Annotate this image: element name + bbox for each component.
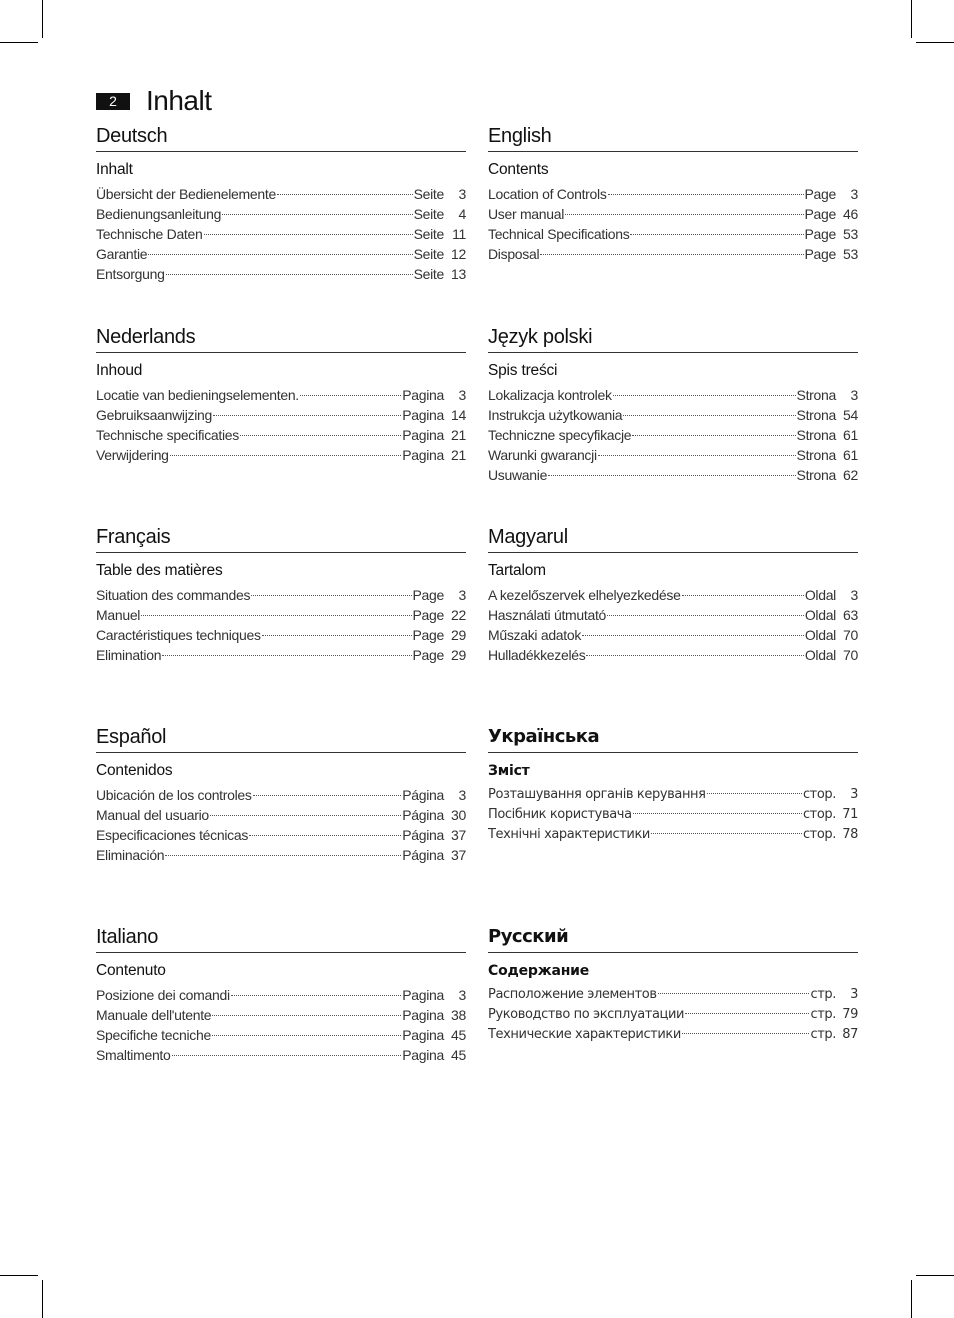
toc-entry-title: Технические характеристики (488, 1027, 681, 1042)
toc-entry-title: Hulladékkezelés (488, 647, 586, 663)
toc-section-espanol (96, 725, 466, 865)
toc-entry (488, 825, 858, 845)
toc-entry (488, 645, 858, 665)
toc-entry (96, 244, 466, 264)
toc-entry (488, 785, 858, 805)
toc-entry-page-label: стр. (810, 1027, 836, 1042)
toc-entry-page-label: Page (804, 186, 836, 202)
dot-leader (707, 793, 802, 794)
toc-entry-page-number: 3 (850, 587, 858, 603)
toc-entry-page-number: 14 (451, 407, 466, 423)
toc-entry-title: Übersicht der Bedienelemente (96, 186, 276, 202)
dot-leader (277, 194, 413, 195)
toc-entry-page-number: 21 (451, 427, 466, 443)
dot-leader (682, 595, 804, 596)
toc-entry-page-label: Página (402, 787, 444, 803)
toc-entry (96, 825, 466, 845)
section-subheading: Contenuto (96, 962, 166, 979)
toc-entry-page-label: Strona (796, 407, 836, 423)
toc-entry-page-number: 63 (843, 607, 858, 623)
section-language-heading: Język polski (488, 325, 858, 353)
dot-leader (633, 813, 802, 814)
dot-leader (630, 234, 803, 235)
toc-entry-title: Elimination (96, 647, 162, 663)
toc-entry (488, 625, 858, 645)
dot-leader (623, 415, 795, 416)
toc-entry-title: Warunki gwarancji (488, 447, 597, 463)
toc-entry-title: Entsorgung (96, 266, 165, 282)
section-subheading: Spis treści (488, 362, 558, 379)
toc-entry-page-label: Page (804, 246, 836, 262)
toc-entry-title: Posizione dei comandi (96, 987, 230, 1003)
section-subheading: Inhoud (96, 362, 143, 379)
toc-entry-page-number: 62 (843, 467, 858, 483)
toc-entry-page-number: 3 (850, 987, 858, 1002)
section-language-heading: Français (96, 525, 466, 553)
toc-entry (488, 585, 858, 605)
toc-entry-page-label: Pagina (402, 427, 444, 443)
toc-entry-page-number: 61 (843, 427, 858, 443)
toc-entry-page-number: 37 (451, 847, 466, 863)
toc-entry-title: Lokalizacja kontrolek (488, 387, 612, 403)
dot-leader (658, 993, 810, 994)
toc-entry-title: Посібник користувача (488, 807, 632, 822)
toc-entry-title: Usuwanie (488, 467, 548, 483)
toc-entry-title: Manuale dell'utente (96, 1007, 212, 1023)
toc-entry-page-number: 3 (458, 787, 466, 803)
dot-leader (607, 615, 804, 616)
toc-entry-title: Розташування органів керування (488, 787, 706, 802)
section-subheading: Contents (488, 161, 549, 178)
toc-entry (96, 785, 466, 805)
toc-entry-title: Especificaciones técnicas (96, 827, 249, 843)
toc-entry-title: Instrukcja użytkowania (488, 407, 623, 423)
toc-entry (488, 204, 858, 224)
toc-entry-page-label: Seite (413, 266, 444, 282)
crop-mark (0, 42, 38, 43)
toc-entry-page-label: Strona (796, 447, 836, 463)
dot-leader (253, 795, 402, 796)
dot-leader (251, 595, 411, 596)
toc-entry-page-label: Pagina (402, 1007, 444, 1023)
toc-entry-page-number: 22 (451, 607, 466, 623)
toc-entry-title: Руководство по эксплуатации (488, 1007, 685, 1022)
toc-entry-page-label: стор. (802, 807, 836, 822)
toc-entry-page-label: Pagina (402, 387, 444, 403)
toc-entry-title: Techniczne specyfikacje (488, 427, 632, 443)
toc-entry (96, 405, 466, 425)
toc-entry-page-label: стр. (810, 987, 836, 1002)
toc-entry-page-number: 13 (451, 266, 466, 282)
toc-entry (488, 184, 858, 204)
toc-section-italiano (96, 925, 466, 1065)
dot-leader (613, 395, 796, 396)
toc-entry-title: Location of Controls (488, 186, 607, 202)
toc-entry-page-number: 46 (843, 206, 858, 222)
section-subheading: Зміст (488, 763, 530, 779)
dot-leader (222, 214, 412, 215)
toc-entry-title: Garantie (96, 246, 148, 262)
toc-entry-page-label: Strona (796, 427, 836, 443)
toc-entry-page-label: стр. (810, 1007, 836, 1022)
toc-section-russian (488, 925, 858, 1045)
toc-section-magyarul (488, 525, 858, 665)
toc-entry (488, 425, 858, 445)
toc-entry-page-label: стор. (802, 787, 836, 802)
toc-entry (488, 465, 858, 485)
toc-entry-page-label: Pagina (402, 407, 444, 423)
toc-entry (96, 445, 466, 465)
toc-entry-page-label: Página (402, 807, 444, 823)
toc-entry-page-label: Pagina (402, 1047, 444, 1063)
toc-entry (488, 244, 858, 264)
toc-entry-page-number: 78 (842, 827, 858, 842)
section-language-heading: Українська (488, 725, 858, 753)
crop-mark (0, 1275, 38, 1276)
dot-leader (262, 635, 412, 636)
dot-leader (598, 455, 796, 456)
section-language-heading: Italiano (96, 925, 466, 953)
toc-entry-title: Eliminación (96, 847, 165, 863)
toc-entry-page-label: Page (804, 226, 836, 242)
crop-mark (42, 0, 43, 38)
toc-entry-title: Manuel (96, 607, 141, 623)
toc-entry-page-label: Pagina (402, 987, 444, 1003)
toc-entry-title: Műszaki adatok (488, 627, 582, 643)
toc-entry-title: Situation des commandes (96, 587, 251, 603)
dot-leader (540, 254, 803, 255)
toc-entry-page-label: Strona (796, 387, 836, 403)
toc-entry-page-label: Página (402, 847, 444, 863)
dot-leader (608, 194, 804, 195)
toc-entry-page-number: 29 (451, 627, 466, 643)
dot-leader (685, 1013, 809, 1014)
toc-entry-page-number: 3 (458, 987, 466, 1003)
section-subheading: Table des matières (96, 562, 223, 579)
toc-entry-page-number: 37 (451, 827, 466, 843)
toc-entry-page-label: Seite (413, 226, 444, 242)
toc-entry-title: Manual del usuario (96, 807, 209, 823)
toc-entry-page-number: 79 (842, 1007, 858, 1022)
toc-entry-title: Disposal (488, 246, 540, 262)
toc-section-polski (488, 325, 858, 485)
section-language-heading: English (488, 124, 858, 152)
toc-entry-page-label: стор. (802, 827, 836, 842)
dot-leader (172, 1055, 402, 1056)
dot-leader (682, 1033, 810, 1034)
toc-entry-title: Verwijdering (96, 447, 169, 463)
toc-section-ukrainian (488, 725, 858, 845)
toc-entry (96, 1025, 466, 1045)
section-subheading: Contenidos (96, 762, 173, 779)
toc-entry-title: Technische Daten (96, 226, 203, 242)
toc-entry (488, 605, 858, 625)
toc-entry-page-number: 29 (451, 647, 466, 663)
dot-leader (651, 833, 802, 834)
page-title: Inhalt (146, 85, 212, 116)
toc-entry-page-number: 11 (452, 226, 466, 242)
toc-entry-page-number: 3 (850, 387, 858, 403)
toc-entry (96, 1045, 466, 1065)
crop-mark (911, 1280, 912, 1318)
toc-entry-page-number: 38 (451, 1007, 466, 1023)
toc-section-english (488, 124, 858, 264)
toc-entry-title: Specifiche tecniche (96, 1027, 211, 1043)
toc-entry-page-label: Seite (413, 186, 444, 202)
toc-entry-page-number: 3 (458, 186, 466, 202)
section-language-heading: Deutsch (96, 124, 466, 152)
toc-entry-page-number: 21 (451, 447, 466, 463)
section-subheading: Tartalom (488, 562, 546, 579)
toc-entry-page-label: Page (412, 627, 444, 643)
toc-entry-page-number: 87 (842, 1027, 858, 1042)
toc-entry-title: Ubicación de los controles (96, 787, 252, 803)
toc-entry-page-number: 53 (843, 246, 858, 262)
toc-entry-title: Technische specificaties (96, 427, 239, 443)
toc-entry-page-number: 4 (458, 206, 466, 222)
toc-entry (488, 985, 858, 1005)
toc-entry-page-number: 3 (458, 387, 466, 403)
toc-entry-page-number: 12 (451, 246, 466, 262)
toc-entry-page-number: 3 (458, 587, 466, 603)
dot-leader (582, 635, 804, 636)
toc-entry-page-label: Seite (413, 206, 444, 222)
toc-entry (488, 385, 858, 405)
toc-entry (96, 625, 466, 645)
section-language-heading: Magyarul (488, 525, 858, 553)
crop-mark (42, 1280, 43, 1318)
toc-entry (96, 204, 466, 224)
toc-entry-page-label: Page (412, 647, 444, 663)
toc-entry-title: Gebruiksaanwijzing (96, 407, 212, 423)
dot-leader (300, 395, 401, 396)
dot-leader (170, 455, 402, 456)
dot-leader (210, 815, 401, 816)
dot-leader (231, 995, 401, 996)
toc-entry-title: Расположение элементов (488, 987, 657, 1002)
section-subheading: Содержание (488, 963, 590, 979)
dot-leader (141, 615, 411, 616)
toc-entry (96, 184, 466, 204)
toc-entry (488, 1025, 858, 1045)
toc-entry (488, 224, 858, 244)
dot-leader (166, 274, 413, 275)
dot-leader (213, 415, 401, 416)
toc-entry (96, 805, 466, 825)
toc-entry-page-number: 45 (451, 1047, 466, 1063)
dot-leader (548, 475, 795, 476)
toc-entry-page-number: 70 (843, 627, 858, 643)
toc-entry-page-label: Pagina (402, 1027, 444, 1043)
toc-entry (96, 224, 466, 244)
dot-leader (565, 214, 803, 215)
toc-entry (96, 845, 466, 865)
toc-entry-title: A kezelőszervek elhelyezkedése (488, 587, 681, 603)
toc-entry-page-number: 71 (842, 807, 858, 822)
toc-entry-title: Технічні характеристики (488, 827, 650, 842)
toc-entry-page-number: 3 (850, 186, 858, 202)
toc-entry-title: Smaltimento (96, 1047, 171, 1063)
section-language-heading: Español (96, 725, 466, 753)
toc-entry-page-label: Oldal (804, 627, 836, 643)
toc-entry-page-label: Oldal (804, 587, 836, 603)
toc-entry (96, 1005, 466, 1025)
section-language-heading: Русский (488, 925, 858, 953)
dot-leader (632, 435, 795, 436)
toc-entry (96, 985, 466, 1005)
dot-leader (249, 835, 401, 836)
toc-entry (96, 264, 466, 284)
dot-leader (240, 435, 401, 436)
toc-entry (488, 405, 858, 425)
toc-entry-title: Locatie van bedieningselementen. (96, 387, 299, 403)
toc-entry-page-label: Oldal (804, 607, 836, 623)
toc-entry (96, 425, 466, 445)
page-number: 2 (96, 93, 130, 110)
toc-entry-title: Bedienungsanleitung (96, 206, 222, 222)
dot-leader (148, 254, 412, 255)
toc-entry-page-number: 53 (843, 226, 858, 242)
toc-entry-page-label: Pagina (402, 447, 444, 463)
toc-entry (96, 645, 466, 665)
toc-entry (96, 585, 466, 605)
toc-entry-page-label: Strona (796, 467, 836, 483)
toc-entry-page-label: Oldal (804, 647, 836, 663)
dot-leader (162, 655, 411, 656)
toc-entry (96, 385, 466, 405)
toc-entry-title: Technical Specifications (488, 226, 630, 242)
dot-leader (212, 1035, 401, 1036)
crop-mark (916, 1275, 954, 1276)
dot-leader (165, 855, 401, 856)
toc-entry-page-label: Seite (413, 246, 444, 262)
toc-entry-page-number: 30 (451, 807, 466, 823)
toc-entry-title: Használati útmutató (488, 607, 607, 623)
toc-entry-page-number: 54 (843, 407, 858, 423)
toc-entry-page-label: Page (412, 587, 444, 603)
toc-entry-title: Caractéristiques techniques (96, 627, 261, 643)
crop-mark (916, 42, 954, 43)
toc-entry-page-label: Page (412, 607, 444, 623)
section-subheading: Inhalt (96, 161, 133, 178)
section-language-heading: Nederlands (96, 325, 466, 353)
crop-mark (911, 0, 912, 38)
toc-entry (488, 805, 858, 825)
toc-entry (488, 1005, 858, 1025)
toc-entry-page-label: Page (804, 206, 836, 222)
toc-entry-page-number: 3 (850, 787, 858, 802)
dot-leader (586, 655, 803, 656)
toc-entry-page-number: 70 (843, 647, 858, 663)
dot-leader (204, 234, 413, 235)
toc-entry-page-number: 45 (451, 1027, 466, 1043)
toc-section-deutsch (96, 124, 466, 284)
toc-entry (96, 605, 466, 625)
toc-entry-page-label: Página (402, 827, 444, 843)
toc-entry-page-number: 61 (843, 447, 858, 463)
toc-section-nederlands (96, 325, 466, 465)
toc-entry-title: User manual (488, 206, 565, 222)
toc-section-francais (96, 525, 466, 665)
dot-leader (212, 1015, 401, 1016)
toc-entry (488, 445, 858, 465)
